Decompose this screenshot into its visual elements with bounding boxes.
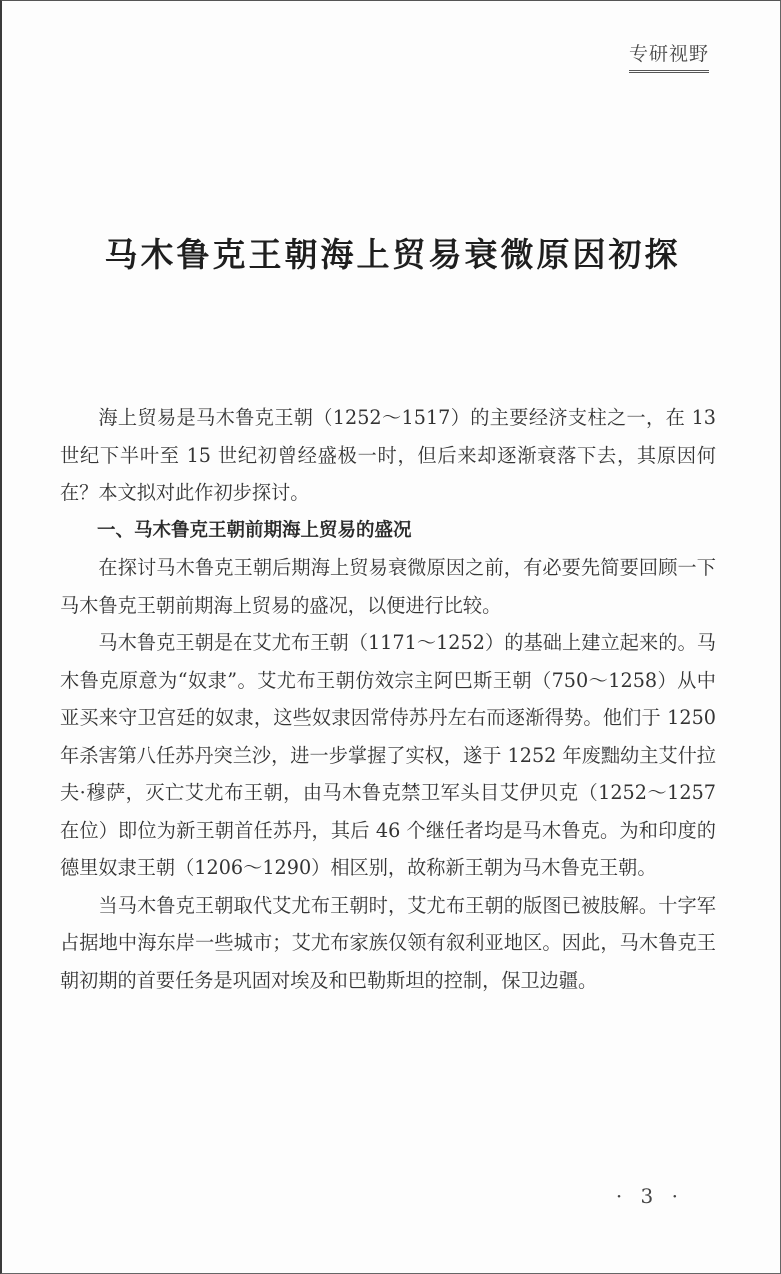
article-title: 马木鲁克王朝海上贸易衰微原因初探 [104, 235, 681, 274]
paragraph-3: 马木鲁克王朝是在艾尤布王朝（1171～1252）的基础上建立起来的。马木鲁克原意为“奴隶”。艾尤布王朝仿效宗主阿巴斯王朝（750～1258）从中亚买来守卫宫廷的奴隶，这些奴隶因常侍苏丹左右而逐渐得势。他们于 1250 年杀害第八任苏丹突兰沙，进一步掌握了实权，遂于 1252 年废黜幼主艾什拉夫·穆萨，灭亡艾尤布王朝，由马木鲁克禁卫军头目艾伊贝克（1252～1257 在位）即位为新王朝首任苏丹，其后 46 个继任者均是马木鲁克。为和印度的德里奴隶王朝（1206～1290）相区别，故称新王朝为马木鲁克王朝。 [60, 631, 716, 879]
paragraph-2: 在探讨马木鲁克王朝后期海上贸易衰微原因之前，有必要先简要回顾一下马木鲁克王朝前期海上贸易的盛况，以便进行比较。 [60, 556, 716, 617]
section-label: 专研视野 [629, 39, 709, 73]
article-body [60, 399, 716, 999]
section-heading: 一、马木鲁克王朝前期海上贸易的盛况 [97, 519, 412, 541]
page-number: · 3 · [615, 1184, 684, 1208]
paragraph-4: 当马木鲁克王朝取代艾尤布王朝时，艾尤布王朝的版图已被肢解。十字军占据地中海东岸一些城市；艾尤布家族仅领有叙利亚地区。因此，马木鲁克王朝初期的首要任务是巩固对埃及和巴勒斯坦的控制，保卫边疆。 [60, 893, 716, 992]
paragraph-intro: 海上贸易是马木鲁克王朝（1252～1517）的主要经济支柱之一，在 13 世纪下半叶至 15 世纪初曾经盛极一时，但后来却逐渐衰落下去，其原因何在？本文拟对此作初步探讨。 [60, 406, 716, 504]
